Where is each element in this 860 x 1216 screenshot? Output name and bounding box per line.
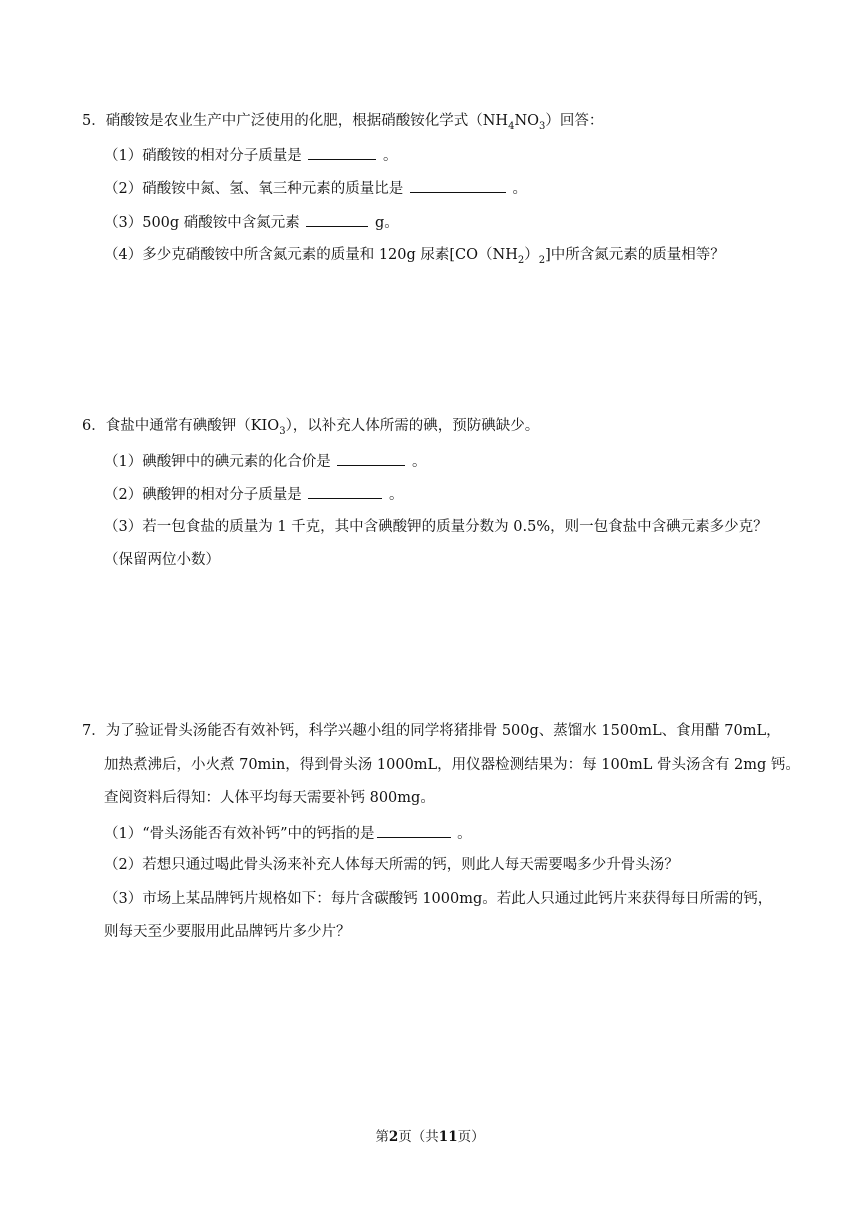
- question-5-part-1: （1）硝酸铵的相对分子质量是 。: [104, 144, 397, 166]
- page-footer: 第2页（共11页）: [375, 1129, 485, 1145]
- question-6-part-2: （2）碘酸钾的相对分子质量是 。: [104, 483, 403, 505]
- answer-blank[interactable]: [308, 144, 376, 160]
- question-7-stem-line-2: 加热煮沸后，小火煮 70min，得到骨头汤 1000mL，用仪器检测结果为：每 100mL 骨头汤含有 2mg 钙。: [104, 757, 800, 773]
- question-7-part-1: （1）“骨头汤能否有效补钙”中的钙指的是 。: [104, 822, 472, 844]
- question-6-part-3: （3）若一包食盐的质量为 1 千克，其中含碘酸钾的质量分数为 0.5%，则一包食盐中含碘元素多少克？: [104, 519, 768, 535]
- question-7-stem-line-1: 7．为了验证骨头汤能否有效补钙，科学兴趣小组的同学将猪排骨 500g、蒸馏水 1500mL、食用醋 70mL，: [82, 723, 781, 739]
- question-6-stem: 6．食盐中通常有碘酸钾$(KIO_3)$，以补充人体所需的碘，预防碘缺少。: [82, 418, 540, 437]
- answer-blank[interactable]: [337, 450, 405, 466]
- total-pages: 11: [438, 1129, 458, 1145]
- answer-blank[interactable]: [306, 211, 368, 227]
- question-7-part-3: （3）市场上某品牌钙片规格如下：每片含碳酸钙 1000mg。若此人只通过此钙片来获得每日所需的钙，: [104, 891, 773, 907]
- question-5-part-2: （2）硝酸铵中氮、氢、氧三种元素的质量比是 。: [104, 177, 527, 199]
- question-5-part-3: （3）500g 硝酸铵中含氮元素 g。: [104, 211, 399, 233]
- answer-blank[interactable]: [308, 483, 382, 499]
- question-7-stem-line-3: 查阅资料后得知：人体平均每天需要补钙 800mg。: [104, 790, 435, 806]
- question-6-part-1: （1）碘酸钾中的碘元素的化合价是 。: [104, 450, 426, 472]
- question-5-part-4: （4）多少克硝酸铵中所含氮元素的质量和 120g 尿素$[CO(NH_2)_2]$中所含氮元素的质量相等？: [104, 247, 725, 266]
- question-6-part-3-note: （保留两位小数）: [104, 552, 220, 568]
- question-7-part-2: （2）若想只通过喝此骨头汤来补充人体每天所需的钙，则此人每天需要喝多少升骨头汤？: [104, 857, 679, 873]
- page-number: 2: [388, 1129, 399, 1145]
- answer-blank[interactable]: [377, 822, 451, 838]
- question-7-part-3-cont: 则每天至少要服用此品牌钙片多少片？: [104, 924, 351, 940]
- answer-blank[interactable]: [410, 177, 506, 193]
- question-5-stem: 5．硝酸铵是农业生产中广泛使用的化肥，根据硝酸铵化学式$(NH_4NO_3)$回答：: [82, 113, 604, 132]
